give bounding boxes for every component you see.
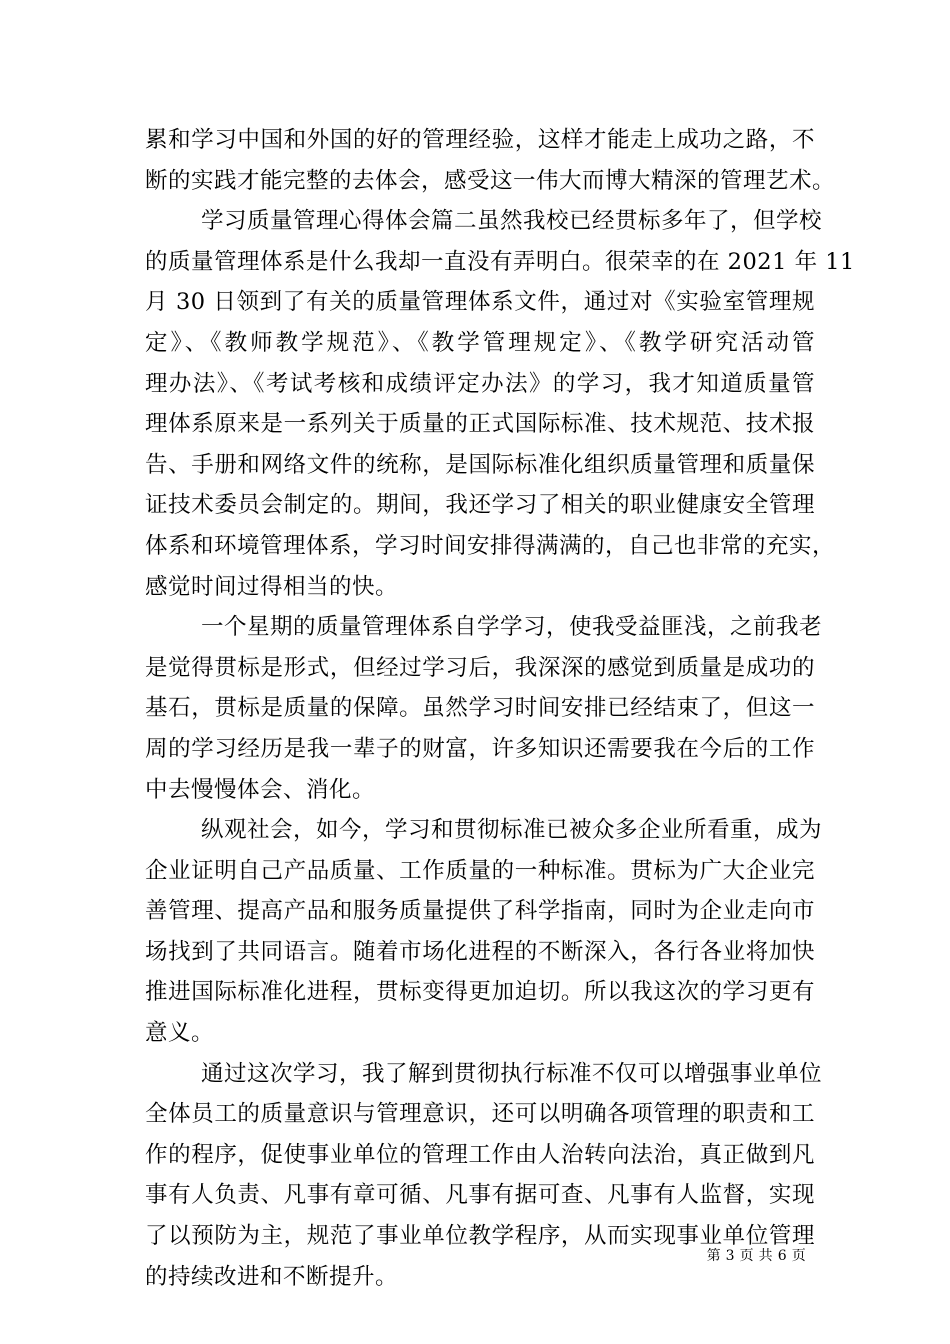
- text-line: 理体系原来是一系列关于质量的正式国际标准、技术规范、技术报: [145, 411, 815, 438]
- text-line: 场找到了共同语言。随着市场化进程的不断深入，各行各业将加快: [145, 938, 815, 965]
- document-body: [145, 120, 855, 1297]
- text-line: 了以预防为主，规范了事业单位教学程序，从而实现事业单位管理: [145, 1223, 815, 1250]
- text-line: 企业证明自己产品质量、工作质量的一种标准。贯标为广大企业完: [145, 857, 815, 884]
- text-line: 善管理、提高产品和服务质量提供了科学指南，同时为企业走向市: [145, 898, 815, 925]
- text-line: 意义。: [145, 1020, 215, 1047]
- text-line: 中去慢慢体会、消化。: [145, 776, 376, 803]
- text-line: 告、手册和网络文件的统称，是国际标准化组织质量管理和质量保: [145, 451, 815, 478]
- text-line: 证技术委员会制定的。期间，我还学习了相关的职业健康安全管理: [145, 492, 815, 519]
- text-line: 学习质量管理心得体会篇二虽然我校已经贯标多年了，但学校: [201, 208, 823, 235]
- text-line: 断的实践才能完整的去体会，感受这一伟大而博大精深的管理艺术。: [145, 167, 836, 194]
- text-line: 事有人负责、凡事有章可循、凡事有据可查、凡事有人监督，实现: [145, 1182, 815, 1209]
- text-line: 一个星期的质量管理体系自学学习，使我受益匪浅，之前我老: [201, 614, 823, 641]
- text-line: 推进国际标准化进程，贯标变得更加迫切。所以我这次的学习更有: [145, 979, 815, 1006]
- text-line: 体系和环境管理体系，学习时间安排得满满的，自己也非常的充实，: [145, 532, 836, 559]
- text-line: 感觉时间过得相当的快。: [145, 573, 399, 600]
- text-line: 定》、《教师教学规范》、《教学管理规定》、《教学研究活动管: [145, 329, 815, 356]
- text-line: 基石，贯标是质量的保障。虽然学习时间安排已经结束了，但这一: [145, 695, 815, 722]
- text-line: 周的学习经历是我一辈子的财富，许多知识还需要我在今后的工作: [145, 735, 815, 762]
- text-line: 的质量管理体系是什么我却一直没有弄明白。很荣幸的在 2021 年 11: [145, 248, 855, 275]
- text-line: 通过这次学习，我了解到贯彻执行标准不仅可以增强事业单位: [201, 1060, 823, 1087]
- page-number: 第 3 页 共 6 页: [706, 1248, 806, 1264]
- text-line: 是觉得贯标是形式，但经过学习后，我深深的感觉到质量是成功的: [145, 654, 815, 681]
- text-line: 理办法》、《考试考核和成绩评定办法》的学习，我才知道质量管: [145, 370, 815, 397]
- text-line: 月 30 日领到了有关的质量管理体系文件，通过对《实验室管理规: [145, 289, 815, 316]
- text-line: 的持续改进和不断提升。: [145, 1263, 399, 1290]
- text-line: 全体员工的质量意识与管理意识，还可以明确各项管理的职责和工: [145, 1101, 815, 1128]
- text-line: 纵观社会，如今，学习和贯彻标准已被众多企业所看重，成为: [201, 817, 823, 844]
- text-line: 作的程序，促使事业单位的管理工作由人治转向法治，真正做到凡: [145, 1141, 815, 1168]
- text-line: 累和学习中国和外国的好的管理经验，这样才能走上成功之路，不: [145, 127, 815, 153]
